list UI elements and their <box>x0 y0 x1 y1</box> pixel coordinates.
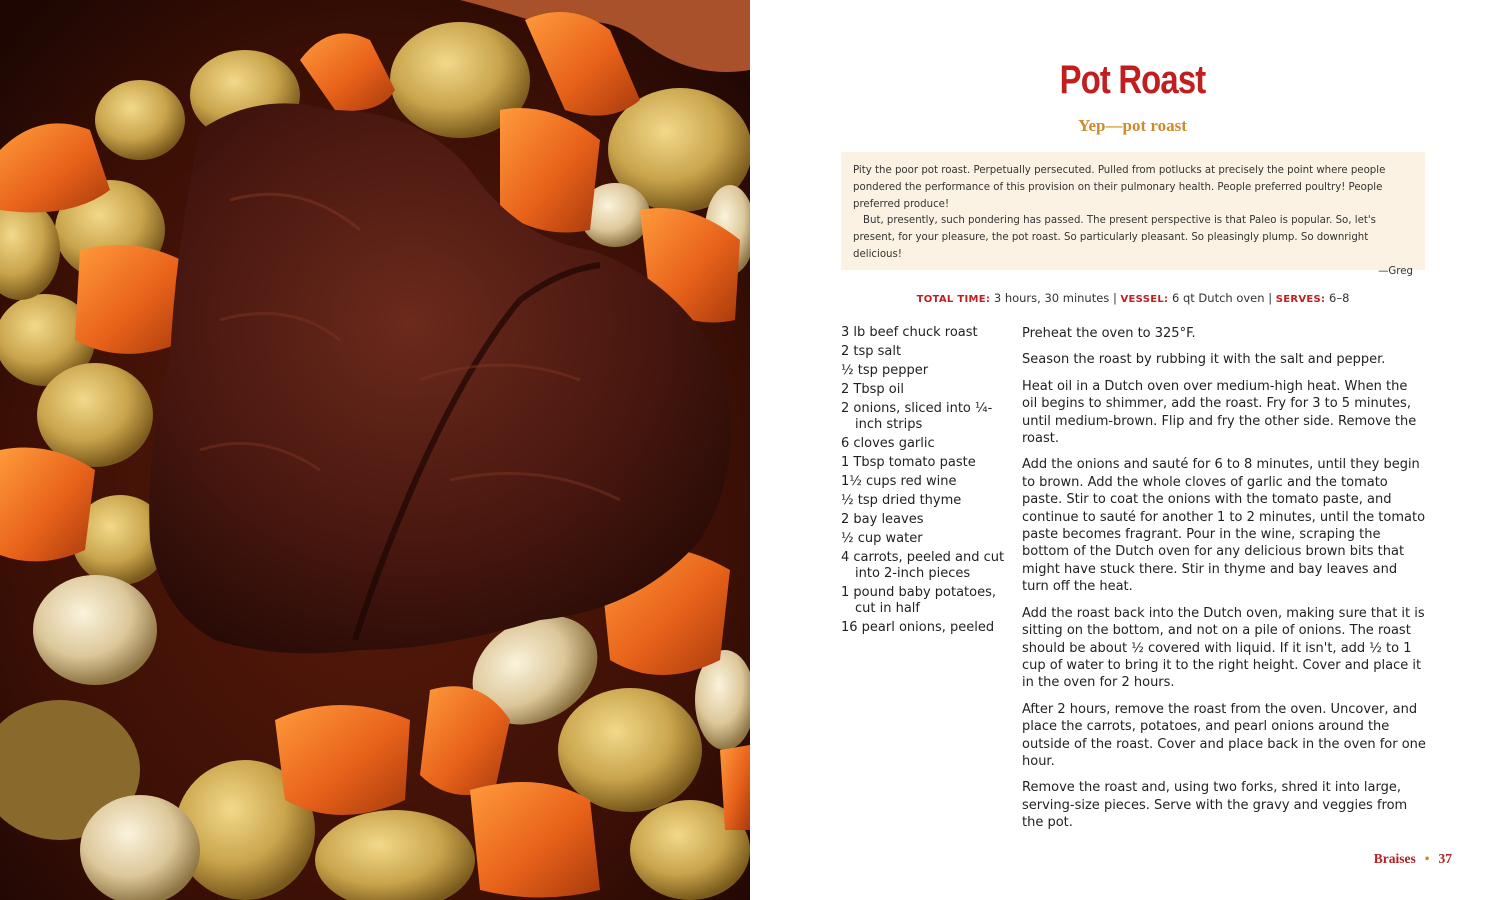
ingredient-item: 2 tsp salt <box>841 344 902 359</box>
ingredient-item: 1 pound baby potatoes, cut in half <box>841 585 996 616</box>
ingredient-item: 3 lb beef chuck roast <box>841 325 978 340</box>
intro-box <box>841 152 1425 277</box>
ingredient-item: ½ tsp dried thyme <box>841 493 962 508</box>
total-time-label: TOTAL TIME: <box>916 294 991 305</box>
instructions <box>1022 325 1426 841</box>
meta-separator: | <box>1112 291 1117 305</box>
ingredient-item: 16 pearl onions, peeled <box>841 620 995 635</box>
section-name: Braises <box>1373 851 1416 866</box>
intro-signature: —Greg <box>1378 265 1413 277</box>
recipe-meta <box>841 291 1425 305</box>
intro-paragraph-1: Pity the poor pot roast. Perpetually persecuted. Pulled from potlucks at precisely the point where people pondered the performance of this provision on their pulmonary health. People preferred poultry! People preferred produce! <box>853 165 1386 210</box>
ingredient-item: 2 onions, sliced into ¼-inch strips <box>841 401 993 432</box>
ingredient-item: 2 Tbsp oil <box>841 382 904 397</box>
ingredient-item: ½ cup water <box>841 531 923 546</box>
ingredient-item: 1½ cups red wine <box>841 474 957 489</box>
vessel-label: VESSEL: <box>1120 294 1169 305</box>
meta-separator: | <box>1268 291 1273 305</box>
ingredient-item: ½ tsp pepper <box>841 363 929 378</box>
instruction-step: After 2 hours, remove the roast from the oven. Uncover, and place the carrots, potatoes, and pearl onions around the outside of the roast. Cover and place back in the oven for one hour. <box>1022 701 1426 769</box>
ingredient-item: 6 cloves garlic <box>841 436 935 451</box>
intro-paragraph-2: But, presently, such pondering has passed. The present perspective is that Paleo is popular. So, let's present, for your pleasure, the pot roast. So particularly pleasant. So pleasingly plump. So downright delicious! <box>853 215 1376 260</box>
ingredients-list <box>841 325 1011 639</box>
instruction-step: Season the roast by rubbing it with the salt and pepper. <box>1022 352 1386 368</box>
vessel-value: 6 qt Dutch oven <box>1171 291 1265 305</box>
page-footer <box>1374 851 1452 867</box>
recipe-subtitle: Yep—pot roast <box>1078 116 1187 135</box>
total-time-value: 3 hours, 30 minutes <box>993 291 1110 305</box>
instruction-step: Remove the roast and, using two forks, shred it into large, serving-size pieces. Serve with the gravy and veggies from the pot. <box>1022 780 1408 831</box>
ingredient-item: 1 Tbsp tomato paste <box>841 455 976 470</box>
instruction-step: Heat oil in a Dutch oven over medium-high heat. When the oil begins to shimmer, add the roast. Fry for 3 to 5 minutes, until medium-brown. Flip and fry the other side. Remove the roast. <box>1022 378 1417 447</box>
recipe-title: Pot Roast <box>1059 58 1206 102</box>
serves-value: 6–8 <box>1329 291 1350 305</box>
instruction-step: Add the roast back into the Dutch oven, making sure that it is sitting on the bottom, and not on a pile of onions. The roast should be about ½ covered with liquid. If it isn't, add ½ to 1 cup of water to bring it to the right height. Cover and place it in the oven for 2 hours. <box>1022 605 1425 691</box>
page-number: 37 <box>1438 851 1452 866</box>
serves-label: SERVES: <box>1275 294 1326 305</box>
footer-bullet: • <box>1424 851 1430 866</box>
instruction-step: Add the onions and sauté for 6 to 8 minutes, until they begin to brown. Add the whole cloves of garlic and the tomato paste. Stir to coat the onions with the tomato paste, and continue to sauté for another 1 to 2 minutes, until the tomato paste becomes fragrant. Pour in the wine, scraping the bottom of the Dutch oven for any delicious brown bits that might have stuck there. Stir in thyme and bay leaves and turn off the heat. <box>1022 457 1426 595</box>
ingredient-item: 2 bay leaves <box>841 512 924 527</box>
instruction-step: Preheat the oven to 325°F. <box>1022 326 1196 341</box>
ingredient-item: 4 carrots, peeled and cut into 2-inch pieces <box>841 550 1005 581</box>
